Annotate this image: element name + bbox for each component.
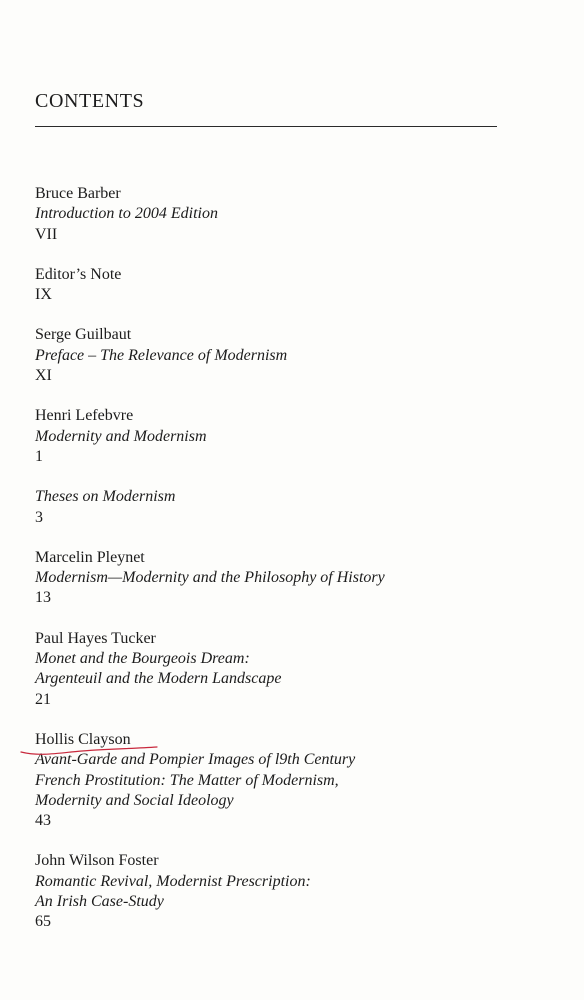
entry-title-line: Argenteuil and the Modern Landscape: [35, 670, 282, 688]
entry-title-line: Avant-Garde and Pompier Images of l9th Century: [35, 751, 356, 769]
entry-author: Marcelin Pleynet: [35, 548, 145, 566]
toc-entry[interactable]: [35, 487, 555, 528]
entry-author: Hollis Clayson: [35, 730, 131, 748]
entry-page-number: XI: [35, 367, 52, 385]
entry-title-line: Modernity and Social Ideology: [35, 791, 234, 809]
toc-entry[interactable]: [35, 730, 555, 831]
entry-page-number: IX: [35, 286, 52, 304]
entry-title-line: Monet and the Bourgeois Dream:: [35, 650, 250, 668]
entry-page-number: 65: [35, 913, 51, 931]
heading-rule: [35, 126, 497, 127]
entry-page-number: 3: [35, 508, 43, 526]
entry-author-line: [35, 730, 555, 750]
entry-title: Modernity and Modernism: [35, 427, 207, 445]
handwritten-underline-mark: [19, 743, 161, 757]
toc-entries: [35, 184, 555, 953]
entry-author: Bruce Barber: [35, 185, 121, 202]
contents-heading: CONTENTS: [35, 90, 145, 112]
toc-entry[interactable]: [35, 629, 555, 710]
entry-author: Paul Hayes Tucker: [35, 629, 156, 647]
entry-title: Editor’s Note: [35, 265, 122, 283]
toc-entry[interactable]: [35, 325, 555, 386]
entry-author: Henri Lefebvre: [35, 407, 134, 425]
entry-title: Theses on Modernism: [35, 488, 176, 506]
entry-author: Serge Guilbaut: [35, 326, 132, 344]
entry-title-line: An Irish Case-Study: [35, 893, 164, 911]
toc-entry[interactable]: [35, 406, 555, 467]
entry-author: John Wilson Foster: [35, 852, 159, 870]
entry-page-number: 13: [35, 589, 51, 607]
toc-entry[interactable]: [35, 184, 555, 245]
entry-page-number: 1: [35, 447, 43, 465]
entry-title-line: French Prostitution: The Matter of Modernism,: [35, 771, 339, 789]
entry-author-marked: [35, 730, 131, 750]
entry-title: Modernism—Modernity and the Philosophy of History: [35, 569, 385, 587]
toc-entry[interactable]: [35, 548, 555, 609]
toc-entry[interactable]: [35, 265, 555, 306]
entry-title: Preface – The Relevance of Modernism: [35, 346, 288, 364]
entry-page-number: 21: [35, 690, 51, 708]
toc-entry[interactable]: [35, 851, 555, 932]
entry-page-number: 43: [35, 812, 51, 830]
entry-page-number: VII: [35, 225, 58, 243]
entry-title: Introduction to 2004 Edition: [35, 205, 218, 223]
entry-title-line: Romantic Revival, Modernist Prescription:: [35, 872, 311, 890]
